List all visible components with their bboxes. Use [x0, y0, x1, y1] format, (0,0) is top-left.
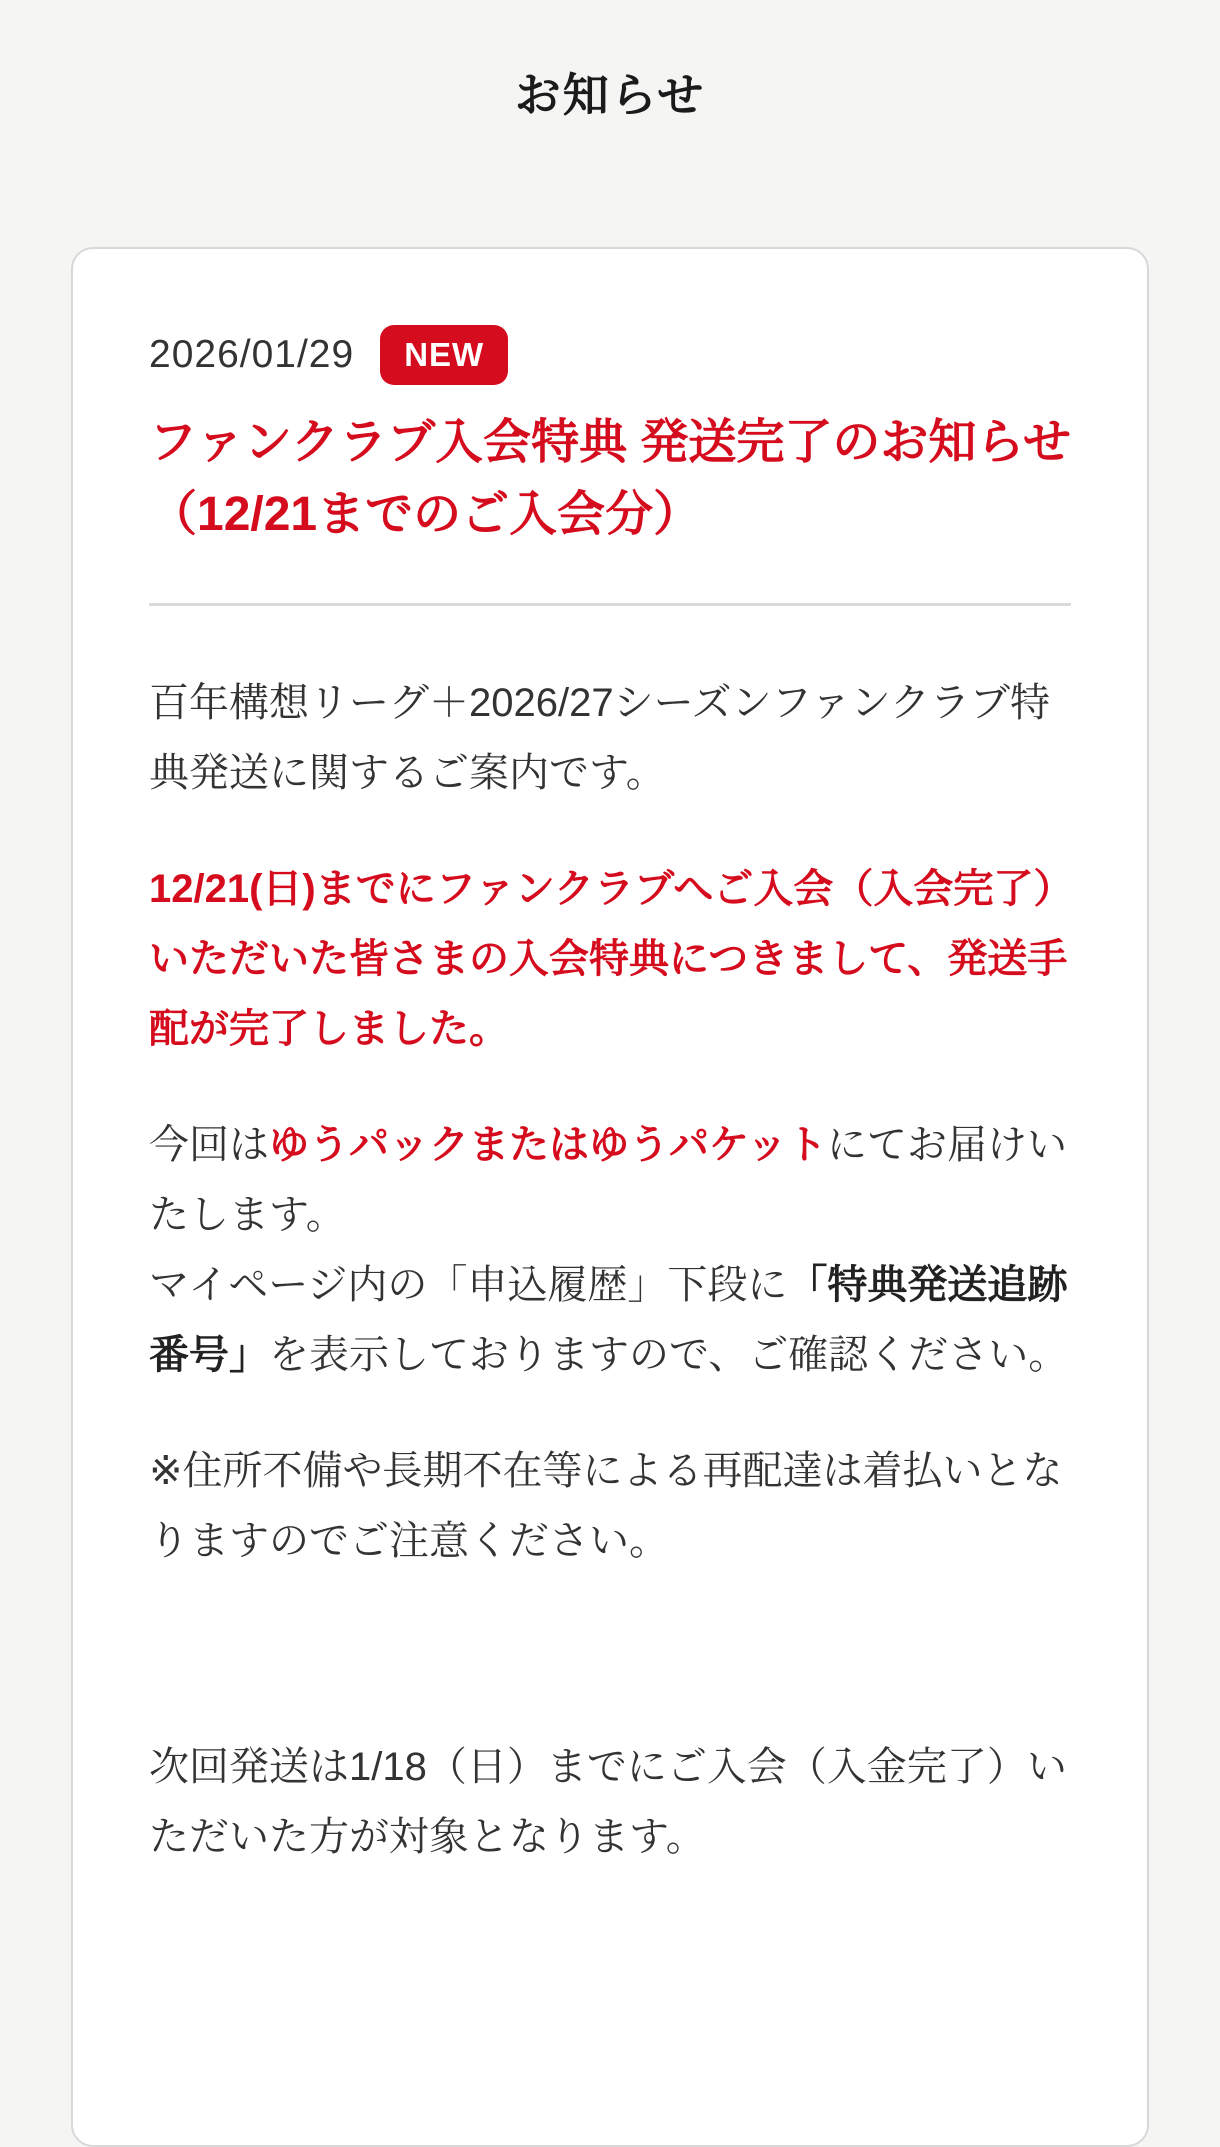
- paragraph-next-shipment: 次回発送は1/18（日）までにご入会（入金完了）いただいた方が対象となります。: [149, 1745, 1067, 1859]
- divider: [149, 603, 1071, 606]
- paragraph-highlight: 12/21(日)までにファンクラブへご入会（入会完了）いただいた皆さまの入会特典につきまして、発送手配が完了しました。: [149, 867, 1068, 1051]
- paragraph-intro: 百年構想リーグ＋2026/27シーズンファンクラブ特典発送に関するご案内です。: [149, 681, 1050, 795]
- page-title: お知らせ: [514, 69, 706, 121]
- tracking-text-tail: を表示しておりますので、ご確認ください。: [269, 1333, 1069, 1377]
- paragraph-delivery: [149, 1110, 1071, 1390]
- delivery-text-tail: にてお届けいたします。: [149, 1123, 1067, 1237]
- page-header: [0, 0, 1220, 120]
- tracking-text-lead: マイページ内の「申込履歴」下段に: [149, 1263, 788, 1307]
- notice-title: ファンクラブ入会特典 発送完了のお知らせ（12/21までのご入会分）: [149, 416, 1071, 541]
- new-badge: NEW: [380, 325, 508, 385]
- notice-meta-row: [149, 325, 1071, 385]
- tracking-number-label: 「特典発送追跡番号」: [149, 1263, 1068, 1377]
- paragraph-redelivery-note: ※住所不備や長期不在等による再配達は着払いとなりますのでご注意ください。: [149, 1449, 1063, 1563]
- notice-date: 2026/01/29: [149, 333, 355, 376]
- notice-card: [71, 247, 1149, 2147]
- delivery-text-lead: 今回は: [149, 1123, 269, 1167]
- notice-body: [149, 668, 1071, 1872]
- delivery-method-highlight: ゆうパックまたはゆうパケット: [269, 1123, 827, 1167]
